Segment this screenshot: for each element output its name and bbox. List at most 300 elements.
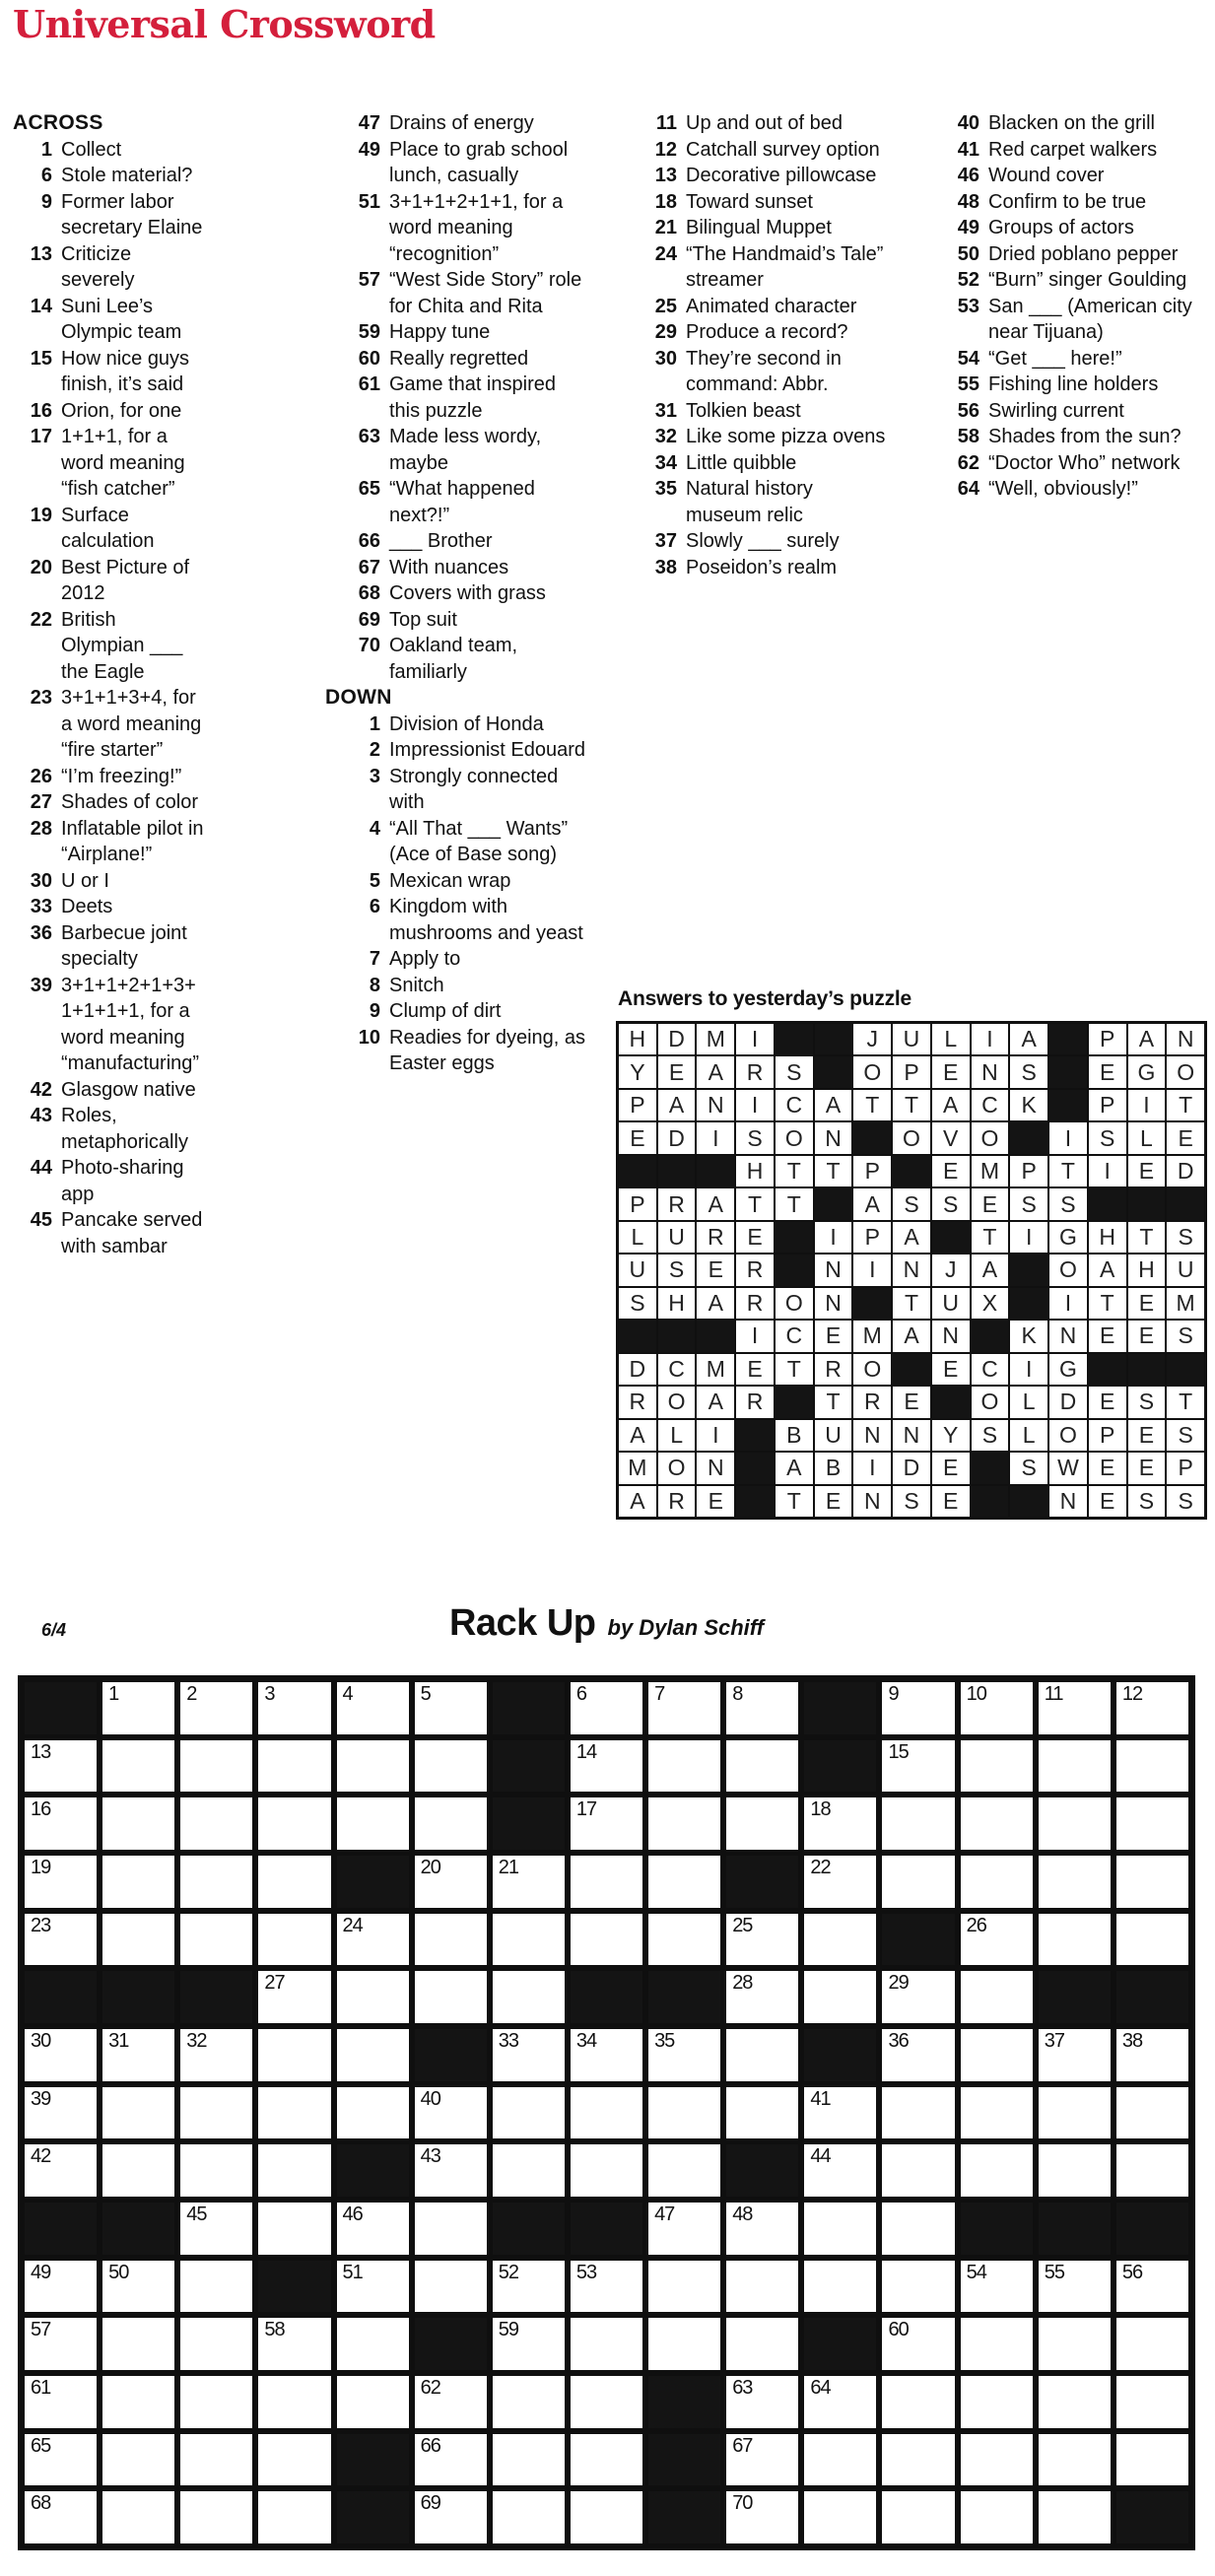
puzzle-cell[interactable] [1116,2144,1188,2197]
puzzle-cell[interactable] [726,2029,798,2081]
clue-down-10 [325,1025,585,1077]
clue-number: 47 [358,112,380,134]
puzzle-cell[interactable] [1039,2261,1111,2313]
puzzle-cell[interactable] [102,2029,174,2081]
answer-cell [776,1420,813,1451]
puzzle-cell[interactable] [1039,2144,1111,2197]
puzzle-cell[interactable] [258,1914,330,1966]
puzzle-cell[interactable] [1116,2029,1188,2081]
puzzle-cell[interactable] [961,1740,1033,1793]
puzzle-cell[interactable] [337,2203,409,2255]
puzzle-cell[interactable] [25,2376,97,2428]
answer-cell [853,1056,891,1087]
answer-cell [853,1453,891,1483]
puzzle-cell[interactable] [180,1740,252,1793]
puzzle-cell[interactable] [102,2318,174,2370]
clue-number: 29 [654,321,677,343]
puzzle-cell[interactable] [648,2144,720,2197]
puzzle-cell[interactable] [882,2029,954,2081]
puzzle-cell[interactable] [415,2144,487,2197]
puzzle-cell[interactable] [493,2087,565,2139]
answer-letter: S [1060,1190,1076,1217]
puzzle-cell[interactable] [102,1797,174,1850]
puzzle-cell[interactable] [726,1971,798,2023]
answer-cell [815,1156,852,1186]
answer-letter: L [1022,1421,1036,1448]
puzzle-cell[interactable] [25,2029,97,2081]
puzzle-cell[interactable] [571,2491,642,2543]
puzzle-cell[interactable] [25,1797,97,1850]
puzzle-cell[interactable] [726,2491,798,2543]
clue-across-65 [325,476,585,528]
puzzle-cell[interactable] [1039,2434,1111,2486]
answer-cell [658,1354,696,1385]
answer-letter: E [630,1124,645,1151]
puzzle-block [337,2491,409,2543]
clue-number: 9 [369,1000,380,1022]
puzzle-cell[interactable] [1039,2087,1111,2139]
puzzle-cell[interactable] [961,1797,1033,1850]
puzzle-cell[interactable] [1116,2261,1188,2313]
puzzle-cell[interactable] [415,2261,487,2313]
answer-block [972,1321,1009,1351]
answer-cell [1167,1321,1204,1351]
puzzle-cell[interactable] [180,2318,252,2370]
answer-letter: P [1178,1455,1193,1481]
puzzle-cell[interactable] [571,2434,642,2486]
answer-cell [1010,1453,1047,1483]
puzzle-cell[interactable] [25,2261,97,2313]
clue-down-52 [916,267,1212,294]
puzzle-cell[interactable] [493,2376,565,2428]
puzzle-cell[interactable] [102,2434,174,2486]
puzzle-cell[interactable] [726,2318,798,2370]
puzzle-cell[interactable] [258,2144,330,2197]
puzzle-cell[interactable] [180,2144,252,2197]
puzzle-cell[interactable] [1039,1740,1111,1793]
puzzle-cell[interactable] [258,1740,330,1793]
answer-letter: I [712,1124,719,1151]
clue-text: Clump of dirt [389,1000,502,1022]
puzzle-cell[interactable] [493,2434,565,2486]
puzzle-block [1116,2491,1188,2543]
clue-down-37 [616,528,890,555]
answer-cell [697,1024,734,1054]
puzzle-date: 6/4 [41,1620,67,1640]
puzzle-cell[interactable] [648,1682,720,1734]
answer-cell [1010,1090,1047,1120]
clue-number: 35 [654,478,677,500]
puzzle-cell[interactable] [337,1797,409,1850]
puzzle-cell[interactable] [180,2434,252,2486]
puzzle-cell[interactable] [1039,2029,1111,2081]
puzzle-cell[interactable] [102,1914,174,1966]
puzzle-cell[interactable] [571,2029,642,2081]
puzzle-cell[interactable] [1039,2376,1111,2428]
answer-cell [619,1222,656,1253]
answer-letter: E [747,1355,763,1382]
puzzle-cell[interactable] [882,2087,954,2139]
puzzle-cell[interactable] [258,1797,330,1850]
answer-cell [1049,1387,1087,1417]
puzzle-cell[interactable] [415,1797,487,1850]
answer-cell [697,1354,734,1385]
answer-block [1089,1188,1126,1219]
puzzle-cell[interactable] [882,2261,954,2313]
puzzle-block [1116,1971,1188,2023]
answer-cell [658,1486,696,1517]
puzzle-cell[interactable] [180,1682,252,1734]
puzzle-cell[interactable] [804,2261,876,2313]
answer-cell [697,1056,734,1087]
puzzle-cell[interactable] [415,2434,487,2486]
answer-cell [1128,1321,1166,1351]
puzzle-cell[interactable] [25,2434,97,2486]
puzzle-cell[interactable] [258,2087,330,2139]
puzzle-cell[interactable] [648,2087,720,2139]
puzzle-cell[interactable] [571,1740,642,1793]
answer-block [1010,1288,1047,1319]
puzzle-cell[interactable] [571,2261,642,2313]
clue-down-41 [916,137,1212,164]
puzzle-cell[interactable] [726,2203,798,2255]
puzzle-cell[interactable] [648,1914,720,1966]
answer-cell [776,1188,813,1219]
puzzle-cell[interactable] [961,2318,1033,2370]
clue-down-4 [325,816,585,868]
puzzle-cell[interactable] [102,2491,174,2543]
clue-number: 67 [358,556,380,578]
puzzle-cell[interactable] [25,1856,97,1908]
puzzle-cell[interactable] [961,2434,1033,2486]
clue-across-45 [13,1207,204,1259]
answer-letter: U [903,1026,920,1052]
answer-letter: E [825,1487,842,1514]
answer-letter: P [864,1224,880,1251]
answer-cell [619,1453,656,1483]
puzzle-cell[interactable] [258,1682,330,1734]
puzzle-cell[interactable] [493,1971,565,2023]
clue-down-8 [325,973,585,999]
puzzle-cell[interactable] [804,2144,876,2197]
puzzle-cell[interactable] [804,2491,876,2543]
puzzle-cell[interactable] [258,2318,330,2370]
puzzle-cell[interactable] [25,2087,97,2139]
answer-cell [853,1420,891,1451]
puzzle-cell[interactable] [493,2261,565,2313]
clue-number: 65 [358,478,380,500]
answer-letter: S [786,1058,802,1085]
puzzle-cell[interactable] [571,2087,642,2139]
clue-across-42 [13,1077,204,1104]
clue-down-6 [325,894,585,946]
puzzle-cell[interactable] [415,1740,487,1793]
puzzle-cell[interactable] [1039,1914,1111,1966]
puzzle-cell[interactable] [180,1914,252,1966]
clue-number: 53 [957,295,979,317]
clue-number: 1 [40,138,52,161]
puzzle-cell[interactable] [882,2318,954,2370]
answer-letter: N [708,1092,724,1119]
puzzle-cell[interactable] [415,1856,487,1908]
clue-text: “All That ___ Wants” (Ace of Base song) [389,817,569,865]
answer-block [658,1156,696,1186]
answer-cell [619,1288,656,1319]
puzzle-cell[interactable] [882,1971,954,2023]
puzzle-cell[interactable] [1116,2376,1188,2428]
answer-letter: C [981,1355,998,1382]
puzzle-cell[interactable] [180,2376,252,2428]
puzzle-cell[interactable] [1039,1797,1111,1850]
puzzle-cell[interactable] [648,1740,720,1793]
answer-cell [697,1188,734,1219]
clue-number: 44 [30,1157,52,1179]
answer-letter: M [862,1322,882,1349]
answer-cell [1128,1420,1166,1451]
answer-letter: A [825,1092,842,1119]
puzzle-cell[interactable] [726,2376,798,2428]
answer-cell [619,1354,656,1385]
puzzle-cell[interactable] [804,1797,876,1850]
puzzle-cell[interactable] [882,2144,954,2197]
puzzle-cell[interactable] [258,1856,330,1908]
puzzle-cell[interactable] [102,2144,174,2197]
puzzle-cell[interactable] [726,1740,798,1793]
puzzle-cell[interactable] [961,1682,1033,1734]
puzzle-cell[interactable] [102,2087,174,2139]
puzzle-cell[interactable] [337,2261,409,2313]
puzzle-cell[interactable] [25,2144,97,2197]
puzzle-cell[interactable] [1039,1856,1111,1908]
answer-letter: O [863,1058,882,1085]
answer-cell [658,1387,696,1417]
answer-cell [1049,1321,1087,1351]
puzzle-cell[interactable] [882,2376,954,2428]
puzzle-cell[interactable] [804,2087,876,2139]
cell-number: 31 [108,2030,129,2052]
puzzle-cell[interactable] [180,2029,252,2081]
puzzle-cell[interactable] [1116,1740,1188,1793]
puzzle-cell[interactable] [882,1797,954,1850]
answer-letter: I [751,1092,759,1119]
puzzle-cell[interactable] [726,2087,798,2139]
puzzle-cell[interactable] [648,1856,720,1908]
puzzle-cell[interactable] [804,1856,876,1908]
puzzle-cell[interactable] [180,1856,252,1908]
puzzle-cell[interactable] [25,2318,97,2370]
clue-number: 46 [957,165,979,186]
answer-cell [815,1387,852,1417]
answer-cell [853,1321,891,1351]
puzzle-cell[interactable] [493,1914,565,1966]
puzzle-cell[interactable] [493,2318,565,2370]
puzzle-cell[interactable] [337,2376,409,2428]
answer-letter: E [981,1190,998,1217]
answer-letter: U [942,1289,960,1316]
puzzle-cell[interactable] [180,1797,252,1850]
puzzle-cell[interactable] [25,2491,97,2543]
puzzle-cell[interactable] [337,1914,409,1966]
answer-block [1089,1354,1126,1385]
cell-number: 2 [186,1683,197,1705]
puzzle-cell[interactable] [415,2203,487,2255]
puzzle-cell[interactable] [882,2491,954,2543]
puzzle-cell[interactable] [961,2029,1033,2081]
puzzle-cell[interactable] [1116,2434,1188,2486]
cell-number: 19 [31,1857,51,1878]
puzzle-cell[interactable] [1116,1682,1188,1734]
clue-number: 51 [358,190,380,213]
puzzle-cell[interactable] [571,1682,642,1734]
puzzle-cell[interactable] [804,1971,876,2023]
answer-cell [697,1222,734,1253]
puzzle-cell[interactable] [648,2203,720,2255]
puzzle-cell[interactable] [882,1740,954,1793]
puzzle-cell[interactable] [648,2318,720,2370]
cell-number: 43 [420,2145,440,2168]
puzzle-cell[interactable] [961,2491,1033,2543]
answer-cell [736,1222,774,1253]
puzzle-cell[interactable] [571,2376,642,2428]
puzzle-cell[interactable] [1116,2087,1188,2139]
puzzle-cell[interactable] [961,2376,1033,2428]
puzzle-cell[interactable] [258,2203,330,2255]
puzzle-cell[interactable] [493,2029,565,2081]
clue-number: 61 [358,373,380,395]
puzzle-cell[interactable] [726,2434,798,2486]
puzzle-cell[interactable] [258,2029,330,2081]
answer-letter: I [1026,1224,1033,1251]
puzzle-cell[interactable] [258,2376,330,2428]
puzzle-cell[interactable] [258,2434,330,2486]
puzzle-cell[interactable] [415,2087,487,2139]
cell-number: 52 [498,2261,519,2283]
puzzle-cell[interactable] [258,1971,330,2023]
puzzle-cell[interactable] [571,1914,642,1966]
puzzle-byline: by Dylan Schiff [607,1615,765,1640]
answer-letter: E [1138,1421,1155,1448]
puzzle-cell[interactable] [493,2144,565,2197]
answer-block [619,1156,656,1186]
answer-block [736,1453,774,1483]
puzzle-cell[interactable] [493,2491,565,2543]
puzzle-cell[interactable] [1116,1797,1188,1850]
puzzle-cell[interactable] [726,1682,798,1734]
puzzle-cell[interactable] [102,1682,174,1734]
puzzle-cell[interactable] [180,2491,252,2543]
puzzle-cell[interactable] [961,2261,1033,2313]
answer-letter: E [904,1389,919,1415]
puzzle-cell[interactable] [415,2491,487,2543]
puzzle-cell[interactable] [571,2318,642,2370]
clue-text: “Doctor Who” network [988,451,1181,474]
clue-down-56 [916,398,1212,425]
puzzle-cell[interactable] [804,2376,876,2428]
answer-letter: T [786,1487,801,1514]
answers-heading: Answers to yesterday’s puzzle [618,987,912,1010]
puzzle-cell[interactable] [337,2087,409,2139]
puzzle-cell[interactable] [337,1740,409,1793]
answer-letter: P [630,1092,645,1119]
answer-block [736,1486,774,1517]
answer-cell [1010,1222,1047,1253]
puzzle-cell[interactable] [180,2087,252,2139]
puzzle-cell[interactable] [337,1971,409,2023]
puzzle-cell[interactable] [180,2261,252,2313]
puzzle-cell[interactable] [961,2144,1033,2197]
clue-across-49 [325,137,585,189]
puzzle-cell[interactable] [337,1682,409,1734]
puzzle-cell[interactable] [804,2434,876,2486]
clue-down-55 [916,372,1212,398]
puzzle-cell[interactable] [337,2029,409,2081]
puzzle-cell[interactable] [961,1914,1033,1966]
puzzle-cell[interactable] [804,2203,876,2255]
puzzle-block [726,2144,798,2197]
puzzle-cell[interactable] [571,1856,642,1908]
puzzle-cell[interactable] [882,2434,954,2486]
clue-down-5 [325,868,585,895]
puzzle-cell[interactable] [804,1914,876,1966]
puzzle-cell[interactable] [571,2144,642,2197]
puzzle-cell[interactable] [1116,1914,1188,1966]
puzzle-cell[interactable] [102,1856,174,1908]
puzzle-cell[interactable] [25,1914,97,1966]
puzzle-cell[interactable] [337,2318,409,2370]
puzzle-cell[interactable] [961,2087,1033,2139]
puzzle-cell[interactable] [415,1971,487,2023]
puzzle-cell[interactable] [102,2261,174,2313]
cell-number: 24 [342,1914,363,1936]
puzzle-block [493,2203,565,2255]
puzzle-cell[interactable] [1039,2318,1111,2370]
puzzle-cell[interactable] [25,1740,97,1793]
puzzle-cell[interactable] [961,1856,1033,1908]
puzzle-cell[interactable] [648,2261,720,2313]
puzzle-cell[interactable] [1039,2491,1111,2543]
cell-number: 21 [498,1857,519,1878]
puzzle-cell[interactable] [882,1682,954,1734]
puzzle-cell[interactable] [258,2491,330,2543]
puzzle-cell[interactable] [726,2261,798,2313]
puzzle-cell[interactable] [648,1797,720,1850]
puzzle-cell[interactable] [415,1914,487,1966]
puzzle-block [1039,2203,1111,2255]
puzzle-cell[interactable] [882,1856,954,1908]
puzzle-cell[interactable] [726,1914,798,1966]
answer-cell [658,1254,696,1285]
puzzle-cell[interactable] [1116,1856,1188,1908]
puzzle-cell[interactable] [1116,2318,1188,2370]
puzzle-cell[interactable] [180,2203,252,2255]
puzzle-cell[interactable] [882,2203,954,2255]
puzzle-cell[interactable] [415,2376,487,2428]
puzzle-cell[interactable] [493,1856,565,1908]
puzzle-cell[interactable] [648,2029,720,2081]
puzzle-cell[interactable] [726,1797,798,1850]
puzzle-cell[interactable] [961,1971,1033,2023]
puzzle-cell[interactable] [102,1740,174,1793]
answer-cell [1089,1122,1126,1153]
answer-letter: A [708,1289,723,1316]
puzzle-cell[interactable] [415,1682,487,1734]
puzzle-cell[interactable] [1039,1682,1111,1734]
answer-letter: T [1179,1389,1193,1415]
answer-cell [736,1387,774,1417]
puzzle-cell[interactable] [571,1797,642,1850]
clue-number: 50 [957,242,979,265]
puzzle-cell[interactable] [102,2376,174,2428]
